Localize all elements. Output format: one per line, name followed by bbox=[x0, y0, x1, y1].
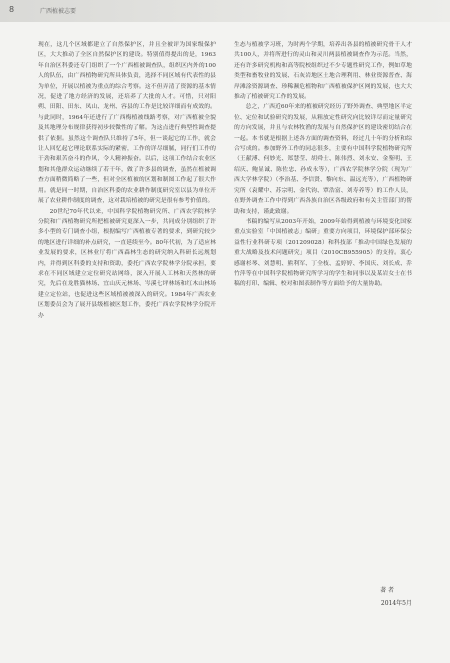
paragraph: 总之，广西近60年来的植被研究经历了野外调查、典型地区半定位、定位和试验研究的发展，从粗放定性研究向比较详尽而定量研究的方向发展，并且与农林牧渔的发展与自然保护区的建设密切结合在一起。本书就是根据上述各方面的调查资料，经过几十年的分析和综合写成的。参加野外工作的同志很多，主要有中国科学院植物研究所（王献溥、何妙光、郑慧莹、胡舜士、陈伟烈、刘永安、金鉴明、王绍庆、鲍显诚、陈佐忠、孙成永等），广西农学院林学分院（现为广西大学林学院）（李治基、李信贤、黎向东、温远光等），广西植物研究所（袁耀中、苏宗明、金代钧、覃浩富、刘寿养等）的工作人员，在野外调查工作中得到广西各族自治区各级政府和有关主管部门的帮助和支持，谨此致谢。 bbox=[234, 104, 412, 215]
page-number: 8 bbox=[9, 5, 15, 14]
paragraph: 生态与植被学习班，为时两个学期，培养出各县的植被研究骨干人才共100人，并将所进行的灵山和灵川两县植被调查作为示范。当然，还有许多研究机构和高等院校组织过不少专题性研究工作，例如草地类型和畜牧业的发展、石灰岩地区土地合理利用、林业资源普查、海岸滩涂资源调查、珍稀濒危植物和广西植被保护区网的发展，也大大推动了植被研究工作的发展。 bbox=[234, 42, 412, 101]
author-signature: 著 者 bbox=[380, 587, 394, 594]
right-column bbox=[234, 40, 412, 290]
left-column bbox=[38, 40, 216, 321]
signature-date: 2014年5月 bbox=[380, 600, 412, 607]
running-title: 广西植被志要 bbox=[40, 8, 77, 15]
page-header bbox=[0, 0, 450, 22]
paragraph: 现在，这几个区域都建立了自然保护区，并且全被评为国家级保护区，大大推动了全区自然保护区的建设。特别值得提出的是，1963年自治区科委还专门组织了一个广西植被调查队，组织区内外的100人的队伍，由广西植物研究所具体负责，选择不同区域有代表性的县为单位，开展以植被为重点的综合考察。这不但弄清了资源的基本情况，促进了地方经济的发展，还培养了大批的人才。可惜，只对阳朔、田阳、田东、凤山、龙州、容县的工作是比较详细而有成效的。与此同时，1964年还进行了广西梅植被线路考察，对广西植被全貌及其地理分布规律获得初步较微性的了解。为这点进行典型性调查提供了依据。虽然这个调查队只维持了5年，但一谈起它的工作，就会让人回忆起它理论联系实际的紧密，工作的详尽细腻，同行们工作的干劲和艰苦奋斗的作风，令人精神振奋。以后，这项工作结合农业区划和其他群众运动继续了若干年，做了许多县的调查，虽然在植被调查方面稍微简略了一些，但对全区植被的区划和制图工作起了很大作用。就是同一时期，自治区科委的农业耕作制度研究室以县为单位开展了农业耕作制度的调查，这对栽培植被的研究是很有参考价值的。 bbox=[38, 42, 216, 205]
paragraph: 书稿的编写从2003年开始，2009年始得到植被与环境变化国家重点实验室「中国植被志」编研」重要方向项目，环境保护部环保公益性行业科研专项（201209028）和科技部「推动中国绿色发展的重大战略及技术问题研究」项目（2010CB955905）的支持。衷心感谢杉琴、刘慧明、熊利军、丁全枝、孟婷婷、李国庆、刘长成、乔竹萍等在中国科学院植物研究所学习的学生和同事以及某岩女士在书稿的打印、编辑、校对和图表制作等方面给予的大量协助。 bbox=[234, 218, 412, 288]
paragraph: 20世纪70年代以来，中国科学院植物研究所、广西农学院林学分院和广西植物研究所把植被研究更深入一步，共同成分别组织了许多小型的专门调查小组，根据编写广西植被专著的要求，到研究较少的地区进行详细的补点研究，一直延续至今。80年代初，为了适应林业发展的要求，区林业厅将广西森林生态的研究纳入科研长远规划内，并得到区科委的支持和资助，委托广西农学院林学分院承担，要求在不同区域建立定位研究站网络，深入开展人工林和天然林的研究，先后在龙胜猫林场、宜山庆元林场、岑溪七坪林场和红木山林场建立定位站，也促进这些区域植被被深入的研究。1984年广西农业区划委员会为了展开县级植被区划工作，委托广西农学院林学分院开办 bbox=[38, 208, 216, 319]
